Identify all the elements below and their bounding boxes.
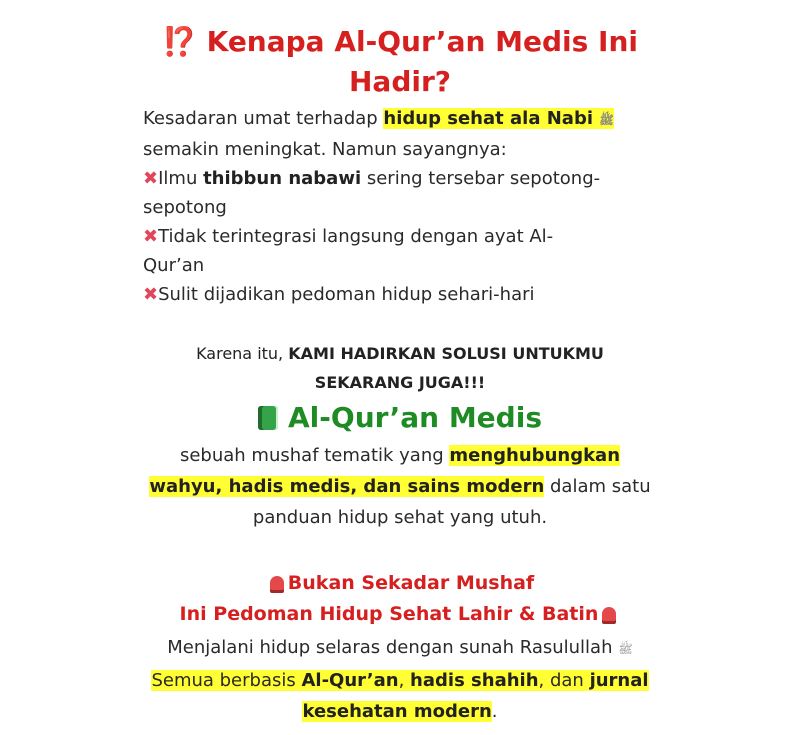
line2-bold1: Al-Qur’an <box>301 670 399 691</box>
problem1-rest2: sepotong <box>143 197 227 218</box>
section2-title2: Ini Pedoman Hidup Sehat Lahir & Batin <box>179 603 599 625</box>
section2-title1: Bukan Sekadar Mushaf <box>287 572 535 594</box>
line2-bold3: jurnal <box>589 670 649 691</box>
green-book-icon <box>258 406 278 430</box>
problem3: Sulit dijadikan pedoman hidup sehari-hari <box>158 284 535 305</box>
cta-bold2: SEKARANG JUGA!!! <box>314 373 486 392</box>
section2-heading <box>0 568 800 630</box>
line2-sep1: , <box>398 670 411 691</box>
problem1-prefix: Ilmu <box>158 168 204 189</box>
heading-line2: Hadir? <box>348 65 452 98</box>
problem2-line1: Tidak terintegrasi langsung dengan ayat Al- <box>158 226 554 247</box>
interrobang-icon: ⁉️ <box>161 25 197 58</box>
product-title-text: Al-Qur’an Medis <box>288 401 542 434</box>
main-heading <box>150 22 650 102</box>
siren-icon <box>270 576 284 590</box>
intro-line2: semakin meningkat. Namun sayangnya: <box>143 139 507 160</box>
siren-icon <box>602 607 616 621</box>
cta-bold1: KAMI HADIRKAN SOLUSI UNTUKMU <box>288 344 604 363</box>
saw-icon: ﷺ <box>599 113 614 127</box>
intro-highlight-text: hidup sehat ala Nabi <box>383 108 594 129</box>
line2-sep2: , dan <box>538 670 590 691</box>
product-title <box>0 399 800 437</box>
line2-bold2: hadis shahih <box>410 670 539 691</box>
section2-line2 <box>151 670 648 691</box>
saw-icon: ﷺ <box>618 642 633 656</box>
problem2-line2: Qur’an <box>143 255 205 276</box>
intro-highlight <box>383 108 613 129</box>
cta-prefix: Karena itu, <box>196 344 289 363</box>
cross-mark-icon: ✖ <box>143 168 159 189</box>
desc-highlight2: wahyu, hadis medis, dan sains modern <box>149 476 545 497</box>
cross-mark-icon: ✖ <box>143 226 159 247</box>
line3-end: . <box>491 701 498 722</box>
line2-prefix: Semua berbasis <box>151 670 302 691</box>
section2-body <box>0 632 800 727</box>
line3-bold: kesehatan modern <box>302 701 492 722</box>
desc-line3: panduan hidup sehat yang utuh. <box>252 507 548 528</box>
cross-mark-icon: ✖ <box>143 284 159 305</box>
problem1-rest: sering tersebar sepotong- <box>361 168 601 189</box>
desc-after: dalam satu <box>544 476 651 497</box>
product-description <box>0 440 800 533</box>
cta-text <box>0 339 800 397</box>
desc-highlight1: menghubungkan <box>449 445 621 466</box>
problem1-bold: thibbun nabawi <box>203 168 362 189</box>
intro-text: Kesadaran umat terhadap <box>143 108 384 129</box>
intro-paragraph <box>143 104 614 309</box>
desc-prefix: sebuah mushaf tematik yang <box>179 445 450 466</box>
heading-line1: Kenapa Al-Qur’an Medis Ini <box>206 25 638 58</box>
section2-line1: Menjalani hidup selaras dengan sunah Rasulullah <box>167 637 613 658</box>
